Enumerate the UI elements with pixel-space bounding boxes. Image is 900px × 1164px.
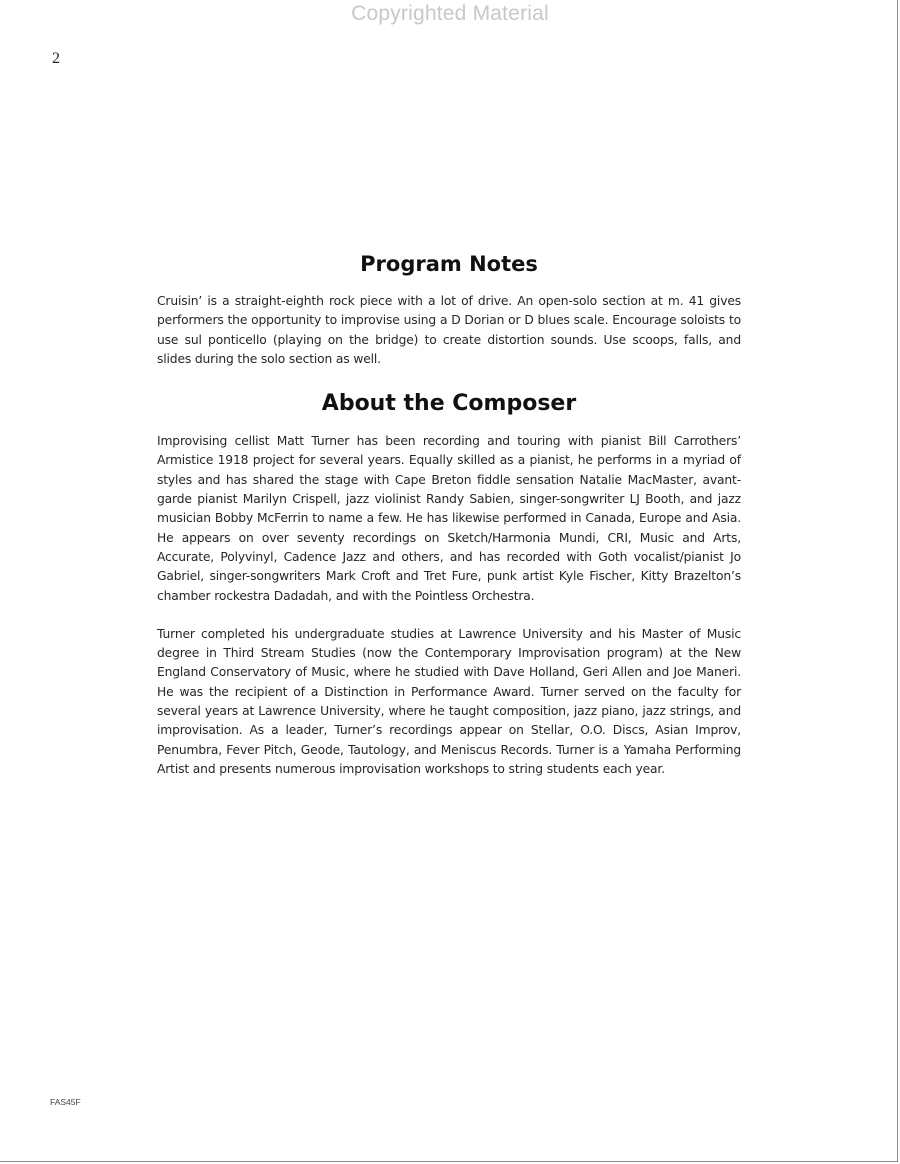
composer-bio-paragraph-2: Turner completed his undergraduate studies at Lawrence University and his Master of Music degree in Third Stream Studies (now the Contemporary Improvisation program) at the New England Conservatory of Music, where he studied with Dave Holland, Geri Allen and Joe Maneri. He was the recipient of a Distinction in Performance Award. Turner served on the faculty for several years at Lawrence University, where he taught composition, jazz piano, jazz strings, and improvisation. As a leader, Turner’s recordings appear on Stellar, O.O. Discs, Asian Improv, Penumbra, Fever Pitch, Geode, Tautology, and Meniscus Records. Turner is a Yamaha Performing Artist and presents numerous improvisation workshops to string students each year.	[157, 626, 741, 776]
composer-bio-paragraph-1: Improvising cellist Matt Turner has been recording and touring with pianist Bill Carrothers’ Armistice 1918 project for several years. Equally skilled as a pianist, he performs in a myriad of styles and has shared the stage with Cape Breton fiddle sensation Natalie MacMaster, avant-garde pianist Marilyn Crispell, jazz violinist Randy Sabien, singer-songwriter LJ Booth, and jazz musician Bobby McFerrin to name a few. He has likewise performed in Canada, Europe and Asia. He appears on over seventy recordings on Sketch/Harmonia Mundi, CRI, Music and Arts, Accurate, Polyvinyl, Cadence Jazz and others, and has recorded with Goth vocalist/pianist Jo Gabriel, singer-songwriters Mark Croft and Tret Fure, punk artist Kyle Fischer, Kitty Brazelton’s chamber rockestra Dadadah, and with the Pointless Orchestra.	[157, 434, 741, 603]
program-notes-heading: Program Notes	[360, 252, 538, 276]
page-number: 2	[52, 50, 60, 67]
about-composer-heading: About the Composer	[321, 391, 577, 417]
main-content	[157, 252, 741, 779]
copyright-watermark: Copyrighted Material	[351, 2, 549, 25]
program-notes-text: Cruisin’ is a straight-eighth rock piece with a lot of drive. An open-solo section at m. 41 gives performers the opportunity to improvise using a D Dorian or D blues scale. Encourage soloists to use sul ponticello (playing on the bridge) to create distortion sounds. Use scoops, falls, and slides during the solo section as well.	[157, 294, 741, 366]
catalog-code: FAS45F	[50, 1097, 81, 1107]
